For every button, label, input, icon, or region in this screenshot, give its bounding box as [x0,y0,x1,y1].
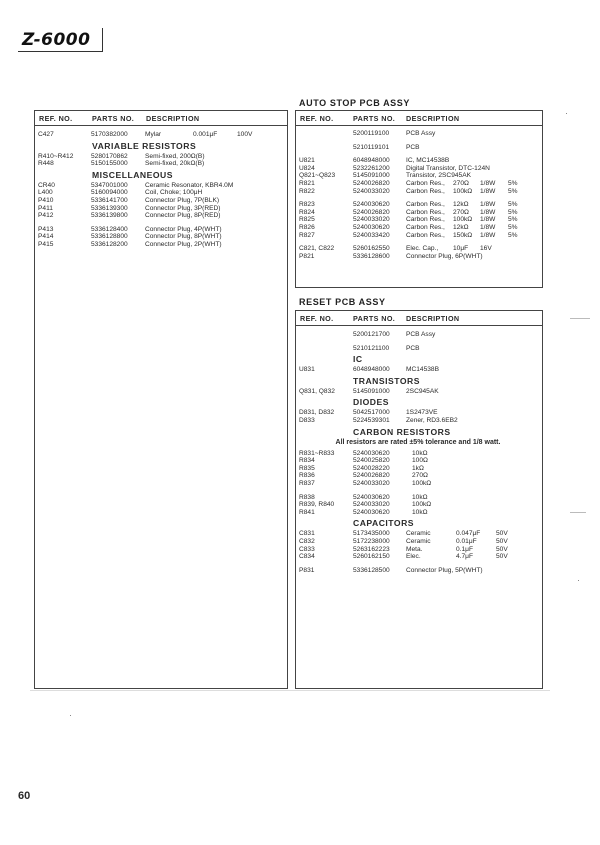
ref-no-cell: U824 [299,164,315,172]
ref-no-cell: R834 [299,457,315,465]
scan-mark [570,512,586,513]
table-row [296,232,540,240]
value-cell: 270Ω [453,180,469,187]
ref-no-cell: P821 [299,252,315,260]
parts-no-cell: 5336128800 [91,233,128,241]
description-cell: Connector Plug, 8P(RED) [145,212,221,220]
tolerance-cell: 5% [508,180,518,187]
scan-dot [70,715,71,716]
ref-no-cell: C821, C822 [299,245,335,253]
parts-no-cell: 5150155000 [91,160,128,168]
table-row [296,388,540,396]
description-cell: Carbon Res., [406,216,445,224]
title-rule-vertical [102,28,103,52]
description-cell: 2SC945AK [406,387,439,395]
table-header [296,311,542,326]
rating-cell: 1/8W [480,180,496,187]
rating-cell: 1/8W [480,187,496,195]
description-cell: Connector Plug, 2P(WHT) [145,241,222,248]
rating-cell: 1/8W [480,231,496,239]
parts-no-cell: 6048948000 [353,157,390,165]
parts-no-cell: 5240033420 [353,231,390,239]
parts-no-cell: 5240030620 [353,449,390,457]
ref-no-cell: CR40 [38,181,55,189]
table-row [296,345,540,353]
parts-no-cell: 6048948000 [353,366,390,374]
header-parts-no: PARTS NO. [353,314,396,323]
parts-no-cell: 5240028220 [353,464,390,472]
ref-no-cell: U821 [299,157,315,165]
parts-no-cell: 5240026820 [353,472,390,480]
description-cell: Mylar [145,131,162,138]
section-heading: DIODES [353,397,389,408]
scan-dot [578,580,579,581]
table-row [296,331,540,339]
ref-no-cell: R826 [299,224,315,231]
table-row [296,144,540,152]
auto-stop-title: AUTO STOP PCB ASSY [299,98,410,108]
description-cell: 1S2473VE [406,409,438,417]
parts-no-cell: 5336128200 [91,241,128,248]
rating-cell: 50V [496,553,508,561]
rating-cell: 50V [496,538,508,545]
description-cell: MC14538B [406,366,439,374]
auto-stop-table [295,110,543,288]
reset-table [295,310,543,689]
title-rule-horizontal [18,51,103,52]
description-cell: Connector Plug, 7P(BLK) [145,197,220,204]
rating-cell: 50V [496,545,508,553]
ref-no-cell: R831~R833 [299,449,335,457]
value-cell: 100kΩ [453,187,473,195]
value-cell: 4.7μF [456,553,473,561]
value-cell: 12kΩ [453,201,469,209]
value-cell: 1kΩ [412,464,424,472]
header-description: DESCRIPTION [146,114,200,123]
tolerance-cell: 5% [508,216,518,224]
description-cell: Ceramic Resonator, KBR4.0M [145,181,234,189]
description-cell: Transistor, 2SC945AK [406,172,471,180]
description-cell: Connector Plug, 3P(RED) [145,204,221,212]
description-cell: Ceramic [406,530,431,538]
ref-no-cell: R410~R412 [38,152,74,160]
ref-no-cell: D833 [299,417,315,424]
tolerance-note: All resistors are rated ±5% tolerance and 1/8 watt. [335,438,501,446]
description-cell: PCB [406,344,420,352]
parts-no-cell: 5240033020 [353,187,390,195]
description-cell: Connector Plug, 4P(WHT) [145,225,222,233]
rating-cell: 1/8W [480,224,496,231]
table-row [296,253,540,261]
model-title: Z-6000 [22,30,91,50]
table-row [296,188,540,196]
ref-no-cell: P411 [38,204,53,212]
rating-cell: 1/8W [480,216,496,224]
value-cell: 0.1μF [456,545,473,553]
parts-no-cell: 5336139300 [91,204,128,212]
description-cell: Elec. [406,553,421,561]
parts-no-cell: 5347001000 [91,181,128,189]
parts-no-cell: 5240025820 [353,457,390,465]
description-cell: Carbon Res., [406,187,445,195]
header-description: DESCRIPTION [406,314,460,323]
parts-no-cell: 5240030620 [353,201,390,209]
description-cell: Carbon Res., [406,201,445,209]
value-cell: 10kΩ [412,493,428,501]
parts-no-cell: 5200121700 [353,331,390,338]
description-cell: Elec. Cap., [406,245,439,253]
description-cell: PCB [406,143,420,151]
parts-no-cell: 5172238000 [353,538,390,545]
header-ref-no: REF. NO. [39,114,73,123]
ref-no-cell: R839, R840 [299,501,335,509]
description-cell: Carbon Res., [406,208,445,216]
ref-no-cell: C427 [38,131,54,138]
parts-list-table [34,110,288,689]
table-row [35,160,285,168]
tolerance-cell: 5% [508,187,518,195]
parts-no-cell: 5170382000 [91,131,128,138]
ref-no-cell: R448 [38,160,54,168]
ref-no-cell: C834 [299,553,315,561]
ref-no-cell: R825 [299,216,315,224]
parts-no-cell: 5160094000 [91,189,128,197]
parts-no-cell: 5232261200 [353,164,390,172]
table-header [35,111,287,126]
value-cell: 10kΩ [412,449,428,457]
ref-no-cell: R827 [299,231,315,239]
parts-no-cell: 5210119101 [353,143,390,151]
scan-dot [566,113,567,114]
table-row [296,553,540,561]
parts-no-cell: 5280170862 [91,152,128,160]
parts-no-cell: 5200119100 [353,130,390,137]
ref-no-cell: C832 [299,538,315,545]
ref-no-cell: Q831, Q832 [299,387,335,395]
parts-no-cell: 5240026820 [353,180,390,187]
ref-no-cell: P413 [38,225,54,233]
table-row [35,212,285,220]
header-ref-no: REF. NO. [300,314,334,323]
table-row [35,131,285,139]
table-row [296,366,540,374]
rating-cell: 50V [496,530,508,538]
parts-no-cell: 5240030620 [353,508,390,516]
ref-no-cell: P831 [299,566,315,574]
tolerance-cell: 5% [508,208,518,216]
value-cell: 270Ω [412,472,428,480]
description-cell: Semi-fixed, 200Ω(B) [145,152,205,160]
parts-no-cell: 5173435000 [353,530,390,538]
parts-no-cell: 5145091000 [353,172,390,180]
value-cell: 10kΩ [412,508,428,516]
ref-no-cell: R841 [299,508,315,516]
parts-no-cell: 5336139800 [91,212,128,220]
tolerance-cell: 5% [508,231,518,239]
parts-no-cell: 5336141700 [91,197,128,204]
parts-no-cell: 5336128600 [353,252,390,260]
tolerance-cell: 5% [508,201,518,209]
page-number: 60 [18,790,31,802]
section-heading: CARBON RESISTORS [353,426,451,437]
ref-no-cell: P415 [38,241,54,248]
parts-no-cell: 5210121100 [353,344,390,352]
description-cell: Zener, RD3.6EB2 [406,417,458,424]
ref-no-cell: P412 [38,212,54,220]
description-cell: Connector Plug, 6P(WHT) [406,252,483,260]
section-heading: MISCELLANEOUS [92,169,173,180]
description-cell: Digital Transistor, DTC-124N [406,164,490,172]
table-row [296,130,540,138]
parts-no-cell: 5240033020 [353,216,390,224]
ref-no-cell: R835 [299,464,315,472]
parts-no-cell: 5240033020 [353,480,390,487]
parts-no-cell: 5263162223 [353,545,390,553]
value-cell: 100kΩ [412,480,432,487]
parts-no-cell: 5145091000 [353,387,390,395]
description-cell: Carbon Res., [406,180,445,187]
description-cell: Connector Plug, 5P(WHT) [406,566,483,574]
parts-no-cell: 5240030620 [353,493,390,501]
ref-no-cell: P410 [38,197,54,204]
scan-mark [30,690,550,691]
ref-no-cell: R824 [299,208,315,216]
description-cell: Carbon Res., [406,231,445,239]
parts-no-cell: 5240030620 [353,224,390,231]
description-cell: PCB Assy [406,331,436,338]
description-cell: Ceramic [406,538,431,545]
scan-mark [570,318,590,319]
table-row [296,509,540,517]
tolerance-cell: 5% [508,224,518,231]
parts-no-cell: 5240033020 [353,501,390,509]
header-parts-no: PARTS NO. [92,114,135,123]
ref-no-cell: R837 [299,480,315,487]
description-cell: IC, MC14538B [406,157,450,165]
parts-no-cell: 5336128500 [353,566,390,574]
value-cell: 100Ω [412,457,428,465]
rating-cell: 100V [237,131,253,138]
value-cell: 12kΩ [453,224,469,231]
ref-no-cell: R821 [299,180,315,187]
ref-no-cell: C831 [299,530,315,538]
section-heading: CAPACITORS [353,518,415,529]
description-cell: Coil, Choke; 100μH [145,189,203,197]
parts-no-cell: 5260162550 [353,245,390,253]
value-cell: 100kΩ [412,501,432,509]
section-heading: IC [353,354,363,365]
header-parts-no: PARTS NO. [353,114,396,123]
ref-no-cell: R836 [299,472,315,480]
description-cell: PCB Assy [406,130,436,137]
table-row [35,241,285,249]
ref-no-cell: R822 [299,187,315,195]
ref-no-cell: C833 [299,545,315,553]
value-cell: 100kΩ [453,216,473,224]
description-cell: Carbon Res., [406,224,445,231]
table-row [296,417,540,425]
ref-no-cell: D831, D832 [299,409,335,417]
value-cell: 150kΩ [453,231,473,239]
ref-no-cell: U831 [299,366,315,374]
ref-no-cell: P414 [38,233,54,241]
reset-title: RESET PCB ASSY [299,297,386,307]
ref-no-cell: L400 [38,189,53,197]
description-cell: Meta. [406,545,423,553]
description-cell: Connector Plug, 8P(WHT) [145,233,222,241]
table-row [296,567,540,575]
description-cell: Semi-fixed, 20kΩ(B) [145,160,205,168]
parts-no-cell: 5336128400 [91,225,128,233]
parts-no-cell: 5240026820 [353,208,390,216]
table-header [296,111,542,126]
value-cell: 0.047μF [456,530,481,538]
section-heading: TRANSISTORS [353,375,420,386]
ref-no-cell: Q821~Q823 [299,172,336,180]
header-description: DESCRIPTION [406,114,460,123]
value-cell: 0.001μF [193,131,218,138]
header-ref-no: REF. NO. [300,114,334,123]
ref-no-cell: R838 [299,493,315,501]
table-row [296,480,540,488]
parts-no-cell: 5260162150 [353,553,390,561]
ref-no-cell: R823 [299,201,315,209]
rating-cell: 1/8W [480,208,496,216]
value-cell: 10μF [453,245,469,253]
rating-cell: 1/8W [480,201,496,209]
value-cell: 0.01μF [456,538,477,545]
parts-no-cell: 5042517000 [353,409,390,417]
section-heading: VARIABLE RESISTORS [92,140,197,151]
parts-no-cell: 5224539301 [353,417,390,424]
value-cell: 270Ω [453,208,469,216]
rating-cell: 16V [480,245,492,253]
